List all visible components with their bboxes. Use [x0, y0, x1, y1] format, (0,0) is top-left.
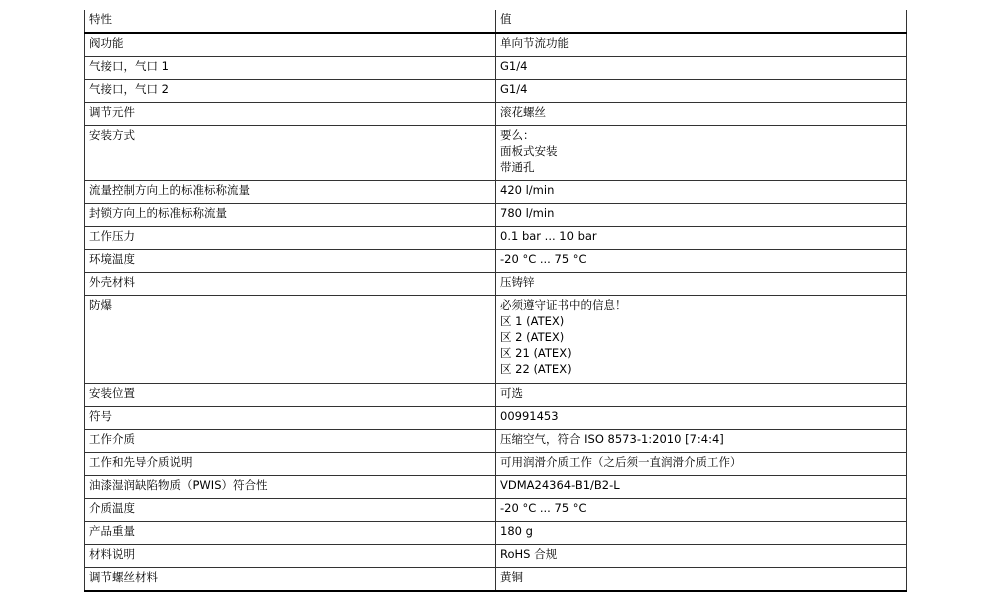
value-cell	[496, 273, 907, 296]
value-line: 区 2 (ATEX)	[500, 330, 565, 344]
value-cell	[496, 522, 907, 545]
value-line: 可选	[500, 386, 523, 400]
value-cell	[496, 296, 907, 384]
table-row	[85, 476, 907, 499]
value-cell	[496, 476, 907, 499]
column-header-property: 特性	[85, 10, 496, 33]
value-line: 要么：	[500, 128, 535, 142]
table-row	[85, 126, 907, 181]
property-cell: 气接口，气口 2	[85, 80, 496, 103]
table-row	[85, 453, 907, 476]
value-cell	[496, 57, 907, 80]
property-cell: 防爆	[85, 296, 496, 384]
table-row	[85, 273, 907, 296]
spec-table	[84, 10, 907, 592]
value-cell	[496, 227, 907, 250]
value-line: 带通孔	[500, 160, 535, 174]
property-cell: 工作压力	[85, 227, 496, 250]
table-row	[85, 430, 907, 453]
value-line: 面板式安装	[500, 144, 558, 158]
value-line: 00991453	[500, 409, 559, 423]
value-line: 必须遵守证书中的信息！	[500, 298, 627, 312]
table-row	[85, 33, 907, 57]
value-cell	[496, 33, 907, 57]
property-cell: 产品重量	[85, 522, 496, 545]
table-row	[85, 103, 907, 126]
table-row	[85, 296, 907, 384]
table-row	[85, 522, 907, 545]
value-line: RoHS 合规	[500, 547, 558, 561]
value-cell	[496, 407, 907, 430]
value-line: 压铸锌	[500, 275, 535, 289]
value-line: -20 °C ... 75 °C	[500, 252, 587, 266]
property-cell: 调节元件	[85, 103, 496, 126]
value-line: 区 22 (ATEX)	[500, 362, 572, 376]
value-line: VDMA24364-B1/B2-L	[500, 478, 620, 492]
property-cell: 工作和先导介质说明	[85, 453, 496, 476]
table-row	[85, 204, 907, 227]
table-row	[85, 250, 907, 273]
table-row	[85, 545, 907, 568]
value-cell	[496, 384, 907, 407]
value-line: 780 l/min	[500, 206, 555, 220]
value-cell	[496, 499, 907, 522]
value-cell	[496, 430, 907, 453]
property-cell: 符号	[85, 407, 496, 430]
value-line: 180 g	[500, 524, 533, 538]
table-row	[85, 80, 907, 103]
value-line: G1/4	[500, 82, 528, 96]
value-line: 420 l/min	[500, 183, 555, 197]
table-row	[85, 384, 907, 407]
property-cell: 材料说明	[85, 545, 496, 568]
value-line: -20 °C ... 75 °C	[500, 501, 587, 515]
value-cell	[496, 545, 907, 568]
value-line: 黄铜	[500, 570, 523, 584]
value-cell	[496, 103, 907, 126]
table-body	[85, 33, 907, 591]
property-cell: 安装方式	[85, 126, 496, 181]
table-row	[85, 57, 907, 80]
value-cell	[496, 250, 907, 273]
property-cell: 环境温度	[85, 250, 496, 273]
value-cell	[496, 568, 907, 592]
column-header-value: 值	[496, 10, 907, 33]
value-line: 区 1 (ATEX)	[500, 314, 565, 328]
value-line: 压缩空气，符合 ISO 8573-1:2010 [7:4:4]	[500, 432, 724, 446]
table-row	[85, 499, 907, 522]
value-line: 单向节流功能	[500, 36, 569, 50]
value-cell	[496, 126, 907, 181]
value-cell	[496, 453, 907, 476]
property-cell: 封锁方向上的标准标称流量	[85, 204, 496, 227]
property-cell: 气接口，气口 1	[85, 57, 496, 80]
value-cell	[496, 80, 907, 103]
property-cell: 工作介质	[85, 430, 496, 453]
table-row	[85, 407, 907, 430]
property-cell: 流量控制方向上的标准标称流量	[85, 181, 496, 204]
value-line: 滚花螺丝	[500, 105, 546, 119]
value-line: 区 21 (ATEX)	[500, 346, 572, 360]
table-row	[85, 181, 907, 204]
property-cell: 阀功能	[85, 33, 496, 57]
value-line: 0.1 bar ... 10 bar	[500, 229, 597, 243]
table-header-row	[85, 10, 907, 33]
property-cell: 外壳材料	[85, 273, 496, 296]
spec-table-container	[84, 10, 906, 592]
property-cell: 安装位置	[85, 384, 496, 407]
value-cell	[496, 181, 907, 204]
property-cell: 油漆湿润缺陷物质（PWIS）符合性	[85, 476, 496, 499]
property-cell: 调节螺丝材料	[85, 568, 496, 592]
value-line: G1/4	[500, 59, 528, 73]
table-row	[85, 568, 907, 592]
value-line: 可用润滑介质工作（之后须一直润滑介质工作）	[500, 455, 742, 469]
table-row	[85, 227, 907, 250]
value-cell	[496, 204, 907, 227]
property-cell: 介质温度	[85, 499, 496, 522]
